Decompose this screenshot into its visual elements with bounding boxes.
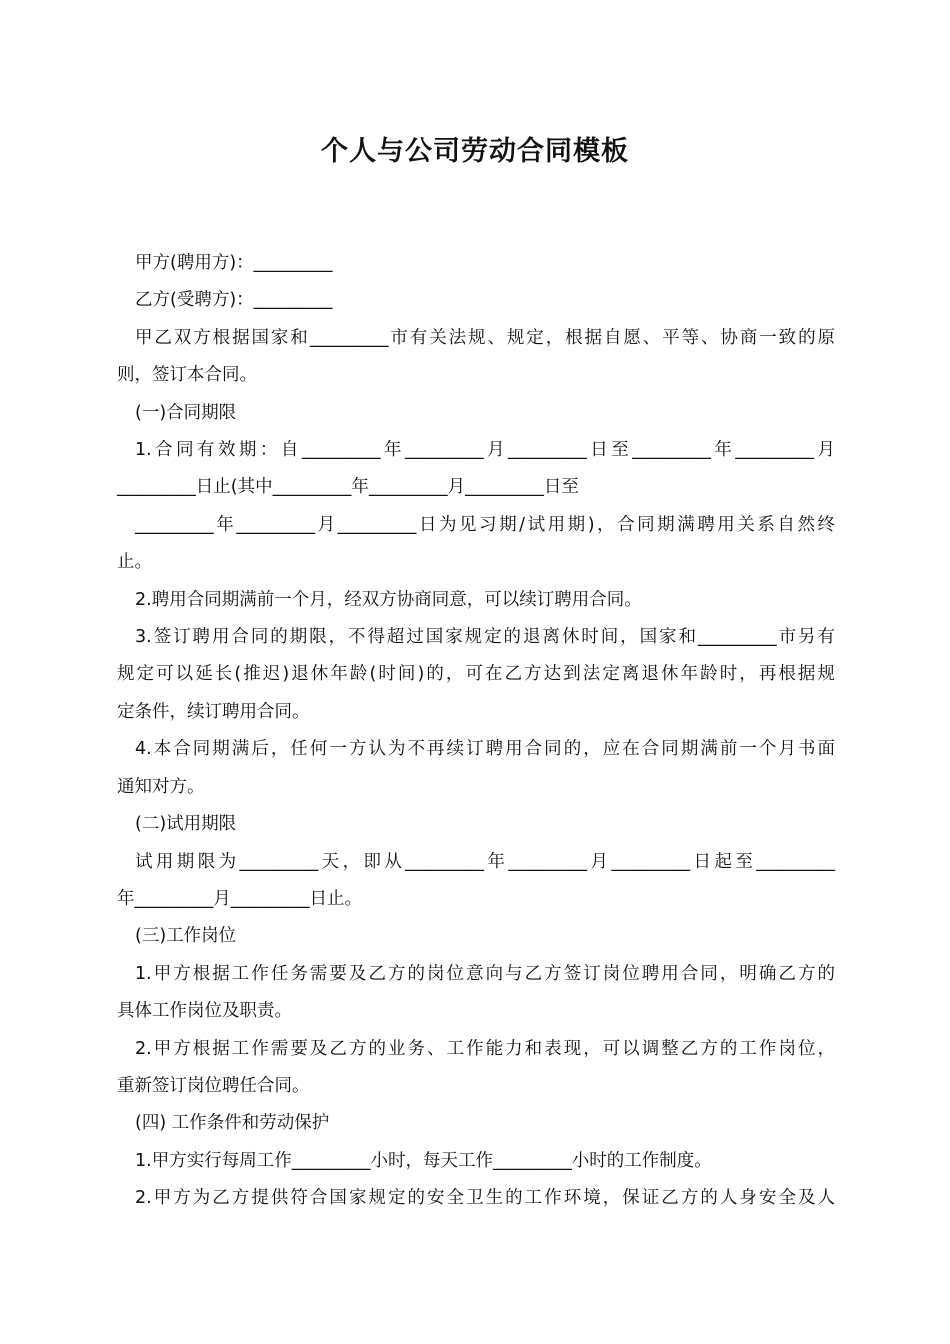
section-1-heading: (一)合同期限 xyxy=(135,402,237,423)
party-a-line: 甲方(聘用方)：_________ xyxy=(135,253,333,273)
clause-4-1: 1.甲方实行每周工作_________小时，每天工作_________小时的工作制度。 xyxy=(135,1150,712,1171)
clause-1-1-line-4: 止。 xyxy=(117,552,152,573)
section-3-heading: (三)工作岗位 xyxy=(135,926,237,947)
document-body xyxy=(117,245,835,1218)
probation-line-1: 试用期限为_________天，即从_________年_________月_________日起至_________ xyxy=(135,851,835,872)
clause-1-1-line-3: _________年_________月_________日为见习期/试用期)，合同期满聘用关系自然终 xyxy=(135,514,835,535)
section-2-heading: (二)试用期限 xyxy=(135,814,237,835)
clause-3-2-line-2: 重新签订岗位聘任合同。 xyxy=(117,1075,310,1096)
clause-1-3-line-1: 3.签订聘用合同的期限，不得超过国家规定的退离休时间，国家和_________市另有 xyxy=(135,627,835,648)
preamble-line-2: 则，签订本合同。 xyxy=(117,365,257,386)
clause-1-4-line-2: 通知对方。 xyxy=(117,776,205,797)
document-title: 个人与公司劳动合同模板 xyxy=(321,136,629,167)
clause-1-1-line-2: _________日止(其中_________年_________月_________日至 xyxy=(117,477,579,498)
preamble-line-1: 甲乙双方根据国家和_________市有关法规、规定，根据自愿、平等、协商一致的原 xyxy=(135,327,835,348)
clause-1-2: 2.聘用合同期满前一个月，经双方协商同意，可以续订聘用合同。 xyxy=(135,589,642,610)
clause-1-4-line-1: 4.本合同期满后，任何一方认为不再续订聘用合同的，应在合同期满前一个月书面 xyxy=(135,739,835,760)
clause-3-1-line-1: 1.甲方根据工作任务需要及乙方的岗位意向与乙方签订岗位聘用合同，明确乙方的 xyxy=(135,963,835,984)
clause-3-2-line-1: 2.甲方根据工作需要及乙方的业务、工作能力和表现，可以调整乙方的工作岗位， xyxy=(135,1038,835,1059)
clause-1-3-line-3: 定条件，续订聘用合同。 xyxy=(117,701,310,722)
party-b-line: 乙方(受聘方)：_________ xyxy=(135,290,333,311)
clause-1-1-line-1: 1.合同有效期：自_________年_________月_________日至_________年_________月 xyxy=(135,440,835,461)
clause-4-2-line-1: 2.甲方为乙方提供符合国家规定的安全卫生的工作环境，保证乙方的人身安全及人 xyxy=(135,1188,835,1209)
probation-line-2: 年_________月_________日止。 xyxy=(117,888,362,909)
section-4-heading: (四) 工作条件和劳动保护 xyxy=(135,1113,330,1134)
clause-3-1-line-2: 具体工作岗位及职责。 xyxy=(117,1001,292,1022)
clause-1-3-line-2: 规定可以延长(推迟)退休年龄(时间)的，可在乙方达到法定离退休年龄时，再根据规 xyxy=(117,664,835,685)
